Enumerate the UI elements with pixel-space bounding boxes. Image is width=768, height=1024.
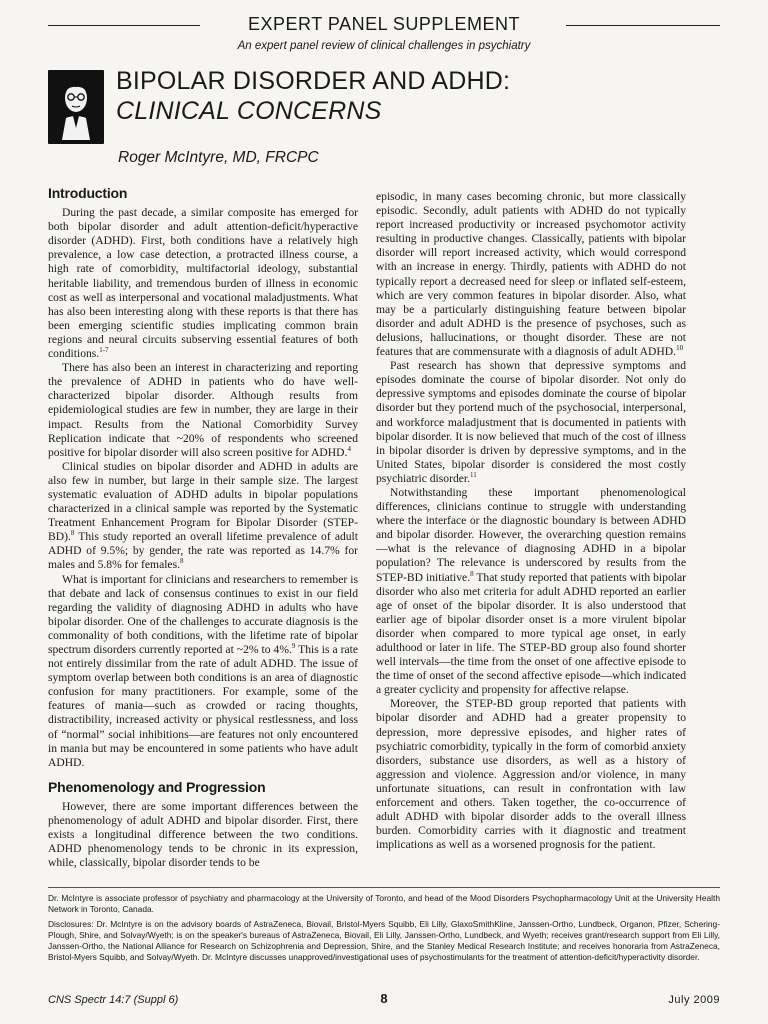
footnotes [48,893,720,967]
section-heading-phenomenology: Phenomenology and Progression [48,778,266,795]
paragraph: Moreover, the STEP-BD group reported that patients with bipolar disorder and ADHD had a greater propensity to depression, more depressive episodes, and higher rates of psychiatric comorbidity, typically in the form of comorbid anxiety disorders, substance use disorders, as well as a history of aggression and violence. Aggression and/or violence, in many unfortunate situations, can result in confrontation with law enforcement and others. Taken together, the co-occurrence of adult ADHD with bipolar disorder adds to the overall illness burden. Comorbidity carries with it diagnostic and treatment implications as well as a worsened prognosis for the patient. [376,697,686,852]
article-title-line1: BIPOLAR DISORDER AND ADHD: [116,67,511,95]
disclosures-note: Disclosures: Dr. McIntyre is on the advisory boards of AstraZeneca, Biovail, Bristol-Myers Squibb, Eli Lilly, GlaxoSmithKline, Janssen-Ortho, Lundbeck, Organon, Pfizer, Schering-Plough, Shire, and Solvay/Wyeth; is on the speaker's bureaus of AstraZeneca, Biovail, Eli Lilly, Janssen-Ortho, Lundbeck, and Wyeth; receives grant/research support from Eli Lilly, Janssen-Ortho, the National Alliance for Research on Schizophrenia and Depression, Shire, and the Stanley Medical Research Institute; and receives honoraria from AstraZeneca, Bristol-Myers Squibb, and Solvay/Wyeth. Dr. McIntyre discusses unapproved/investigational uses of psychostimulants for the treatment of attention-deficit/hyperactivity disorder. [48,919,720,962]
footnote-rule [48,887,720,888]
right-column [376,190,686,852]
article-title [116,66,510,126]
affiliation-note: Dr. McIntyre is associate professor of psychiatry and pharmacology at the University of Toronto, and head of the Mood Disorders Psychopharmacology Unit at the University Health Network in Toronto, Canada. [48,893,720,914]
paragraph: However, there are some important differences between the phenomenology of adult ADHD and bipolar disorder. First, there exists a longitudinal difference between the two conditions. ADHD phenomenology tends to be chronic in its expression, while, classically, bipolar disorder tends to be [48,799,358,870]
paragraph: There has also been an interest in characterizing and reporting the prevalence of ADHD in patients who do have well-characterized bipolar disorder. Although results from epidemiological studies are few in number, they are large in their impact. Results from the National Comorbidity Survey Replication indicate that ~20% of respondents who screened positive for bipolar disorder will also screen positive for ADHD.$^4$ [48,361,358,459]
paragraph: Past research has shown that depressive symptoms and episodes dominate the course of bipolar disorder. Not only do depressive symptoms and episodes dominate the course of bipolar disorder but they portend much of the psychosocial, interpersonal, and workforce maladjustment that is documented in patients with bipolar disorder. It is now believed that much of the cost of illness in bipolar disorder is driven by depressive symptoms, and in the United States, bipolar disorder is considered the most costly psychiatric disorder.$^{11}$ [376,359,686,485]
paragraph: Clinical studies on bipolar disorder and ADHD in adults are also few in number, but large in their sample size. The largest systematic evaluation of ADHD adults in bipolar populations characterized in a clinical sample was reported by the Systematic Treatment Enhancement Program for Bipolar Disorder (STEP-BD).$^8$ This study reported an overall lifetime prevalence of adult ADHD of 9.5%; by gender, the rate was reported as 14.7% for males and 5.8% for females.$^8$ [48,459,358,572]
supplement-subtitle: An expert panel review of clinical challenges in psychiatry [237,40,531,52]
paragraph: During the past decade, a similar composite has emerged for both bipolar disorder and adult attention-deficit/hyperactive disorder (ADHD). First, both conditions have a relatively high prevalence, a low case detection, a protracted illness course, a high rate of comorbidity, multifactorial ideology, substantial heritable liability, and tremendous burden of illness in economic cost as well as interpersonal and vocational maladjustments. What has also been interesting along with these reports is that there has been emerging scientific studies implicating common brain regions and neural circuits subserving essential features of both conditions.$^{1-7}$ [48,206,358,361]
journal-citation: CNS Spectr 14:7 (Suppl 6) [48,994,179,1006]
paragraph: Notwithstanding these important phenomenological differences, clinicians continue to struggle with understanding where the interface or the diagnostic boundary is between ADHD and bipolar disorder. However, the overarching question remains—what is the relevance of diagnosing ADHD in a bipolar population? The relevance is underscored by results from the STEP-BD initiative.$^8$ That study reported that patients with bipolar disorder who also met criteria for adult ADHD reported an earlier age of onset of the bipolar disorder. It is also understood that earlier age of bipolar disorder onset is a more virulent bipolar disorder when compared to more typical age onset, in early adulthood or later in life. The STEP-BD group also found shorter well intervals—the time from the onset of one affective episode to the time of onset of the second affective episode—which indicated a greater cyclicity and propensity for affective relapse. [376,485,686,697]
section-heading-introduction: Introduction [48,185,128,201]
article-title-line2: CLINICAL CONCERNS [116,97,382,125]
paragraph: What is important for clinicians and researchers to remember is that debate and lack of consensus continues to exist in our field regarding the validity of diagnosing ADHD in adults who have bipolar disorder. One of the challenges to accurate diagnosis is the commonality of both conditions, with the lifetime rate of bipolar spectrum disorders currently reported at ~2% to 4%.$^9$ This is a rate not entirely dissimilar from the rate of adult ADHD. The issue of symptom overlap between both conditions is an area of diagnostic confusion for many practitioners. For example, some of the features of mania—such as crowded or racing thoughts, distractibility, increased activity or physical restlessness, and loss of “normal” social inhibitions—are features not only encountered in mania but may be encountered in some patients who have adult ADHD. [48,572,358,769]
panelist-portrait-icon [48,70,104,144]
page-number: 8 [380,991,388,1006]
supplement-title: EXPERT PANEL SUPPLEMENT [248,14,520,34]
issue-date: July 2009 [668,994,720,1006]
paragraph: episodic, in many cases becoming chronic, but more classically episodic. Secondly, adult patients with ADHD do not typically report increased productivity or increased psychomotor activity resulting in productive changes. Classically, patients with bipolar disorder will report increased activity, which would correspond with an increase in energy. Thirdly, patients with ADHD do not typically report a decreased need for sleep or inflated self-esteem, which are very common features in bipolar disorder. Also, what may be a particularly distinguishing feature between bipolar disorder and adult ADHD is the presence of psychoses, such as delusions, hallucinations, or thought disorder. These are not features that are commensurate with a diagnosis of adult ADHD.$^{10}$ [376,190,686,359]
left-column [48,186,358,870]
author-byline: Roger McIntyre, MD, FRCPC [118,149,319,166]
